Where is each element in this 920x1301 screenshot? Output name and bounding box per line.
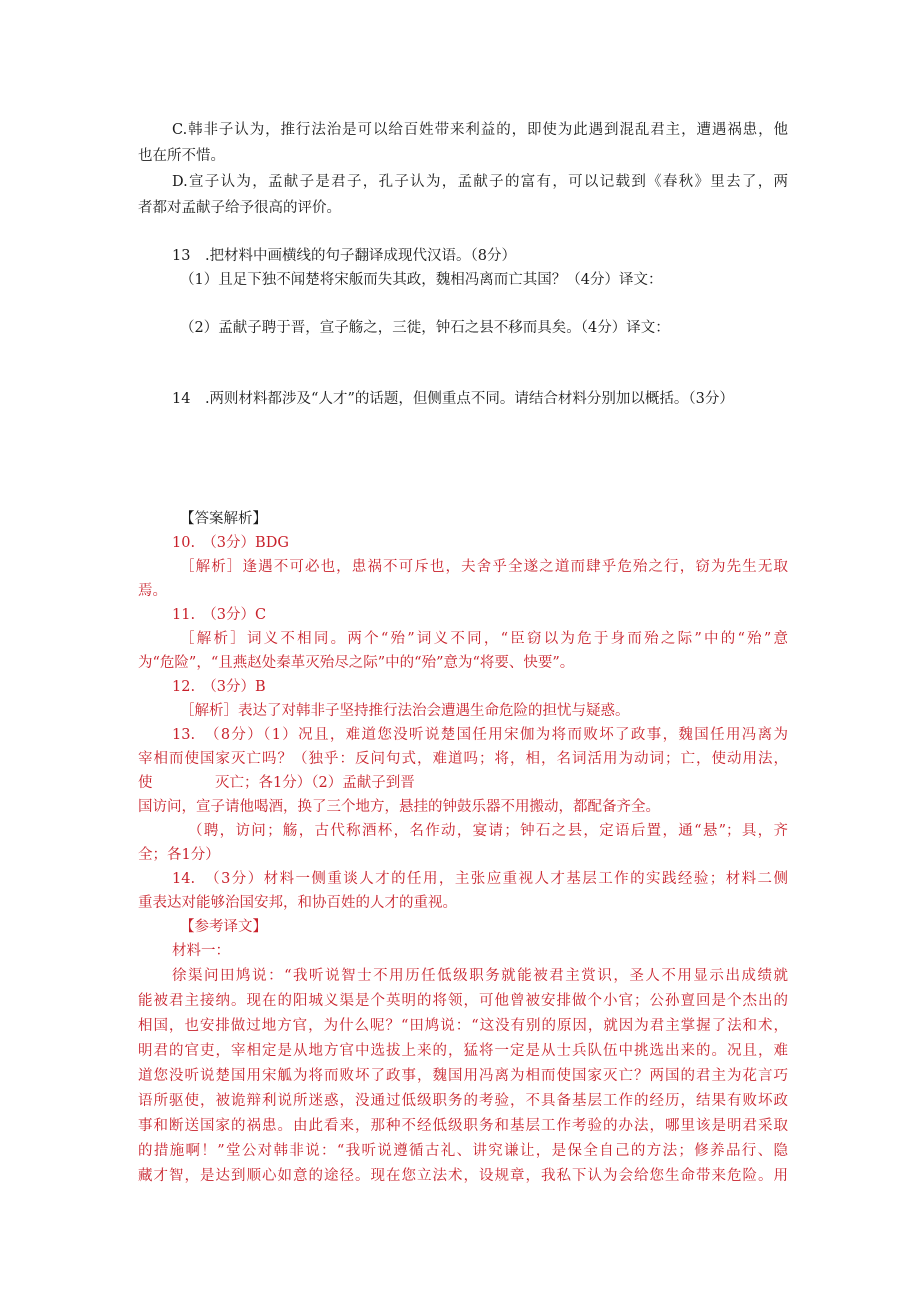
answer-13-line1: 13. （8分）（1）况且，难道您没听说楚国任用宋伽为将而败坏了政事，魏国任用冯离为: [172, 727, 788, 743]
answer-12-explanation: ［解析］表达了对韩非子坚持推行法治会遭遇生命危险的担忧与疑惑。: [180, 703, 630, 719]
answer-13-line3a: 使: [138, 775, 153, 791]
translation-line: 徐渠问田鸠说：“我听说智士不用历任低级职务就能被君主赏识，圣人不用显示出成绩就: [172, 968, 788, 984]
answer-10-explanation-line2: 焉。: [138, 583, 167, 599]
answer-12: 12. （3分）B: [172, 679, 266, 695]
translation-line: 事和断送国家的祸患。由此看来，那种不经低级职务和基层工作考验的办法，哪里该是明君采取: [138, 1118, 788, 1134]
answer-13-line2: 宰相而使国家灭亡吗？（独乎：反问句式，难道吗；将，相，名词活用为动词；亡，使动用法，: [138, 751, 788, 767]
translation-line: 道您没听说楚国用宋觚为将而败坏了政事，魏国用冯离为相而使国家灭亡？两国的君主为花言巧: [138, 1068, 788, 1084]
translation-line: 藏才智，是达到顺心如意的途径。现在您立法术，设规章，我私下认为会给您生命带来危险。用: [138, 1168, 788, 1184]
option-c-line1: C.韩非子认为，推行法治是可以给百姓带来利益的，即使为此遇到混乱君主，遭遇祸患，他: [172, 122, 788, 138]
translation-line: 能被君主接纳。现在的阳城义渠是个英明的将领，可他曾被安排做个小官；公孙亶回是个杰出的: [138, 993, 788, 1009]
option-d-line2: 者都对孟献子给予很高的评价。: [138, 200, 341, 216]
translation-line: 语所驱使，被诡辩利说所迷惑，没通过低级职务的考验，不具备基层工作的经历，结果有败坏政: [138, 1093, 788, 1109]
translation-material1-label: 材料一：: [172, 943, 230, 959]
q14-title: 14 .两则材料都涉及“人才”的话题，但侧重点不同。请结合材料分别加以概括。（3分）: [172, 391, 734, 407]
answer-14-line1: 14. （3分）材料一侧重谈人才的任用，主张应重视人才基层工作的实践经验；材料二侧: [172, 871, 788, 887]
option-c-line2: 也在所不惜。: [138, 148, 225, 164]
answer-11-explanation-line2: 为“危险”，“且燕赵处秦革灭殆尽之际”中的“殆”意为“将要、快要”。: [138, 655, 575, 671]
answer-13-line4: 国访问，宣子请他喝酒，换了三个地方，悬挂的钟鼓乐器不用搬动，都配备齐全。: [138, 799, 660, 815]
answer-10-explanation-line1: ［解析］逢遇不可必也，患祸不可斥也，夫舍乎全遂之道而肆乎危殆之行，窃为先生无取: [180, 559, 788, 575]
translation-line: 相国，也安排做过地方官，为什么呢？“田鸠说：“这没有别的原因，就因为君主掌握了法和术，: [138, 1018, 788, 1034]
option-d-line1: D.宣子认为，孟献子是君子，孔子认为，孟献子的富有，可以记载到《春秋》里去了，两: [172, 174, 788, 190]
translation-line: 的措施啊！”堂公对韩非说：“我听说遵循古礼、讲究谦让，是保全自己的方法；修养品行、隐: [138, 1143, 788, 1159]
translation-heading: 【参考译文】: [180, 919, 267, 935]
answer-11: 11. （3分）C: [172, 607, 267, 623]
q13-title: 13 .把材料中画横线的句子翻译成现代汉语。（8分）: [172, 248, 517, 264]
q13-item1: （1）且足下独不闻楚将宋舨而失其政，魏相冯离而亡其国？（4分）译文：: [180, 272, 663, 288]
answer-11-explanation-line1: ［解析］词义不相同。两个“殆”词义不同，“臣窃以为危于身而殆之际”中的“殆”意: [180, 631, 788, 647]
answer-10: 10. （3分）BDG: [172, 535, 289, 551]
answer-13-line5: （聘，访问；觞，古代称酒杯，名作动，宴请；钟石之县，定语后置，通“悬”；具，齐: [188, 823, 788, 839]
answer-13-line6: 全；各1分）: [138, 847, 220, 863]
answers-heading: 【答案解析】: [180, 511, 267, 527]
translation-line: 明君的官吏，宰相定是从地方官中选拔上来的，猛将一定是从士兵队伍中挑选出来的。况且，难: [138, 1043, 788, 1059]
answer-14-line2: 重表达对能够治国安邦，和协百姓的人才的重视。: [138, 895, 457, 911]
q13-item2: （2）孟献子聘于晋，宣子觞之，三徙，钟石之县不移而具矣。（4分）译文：: [180, 320, 670, 336]
answer-13-line3b: 灭亡；各1分）（2）孟献子到晋: [215, 775, 415, 791]
